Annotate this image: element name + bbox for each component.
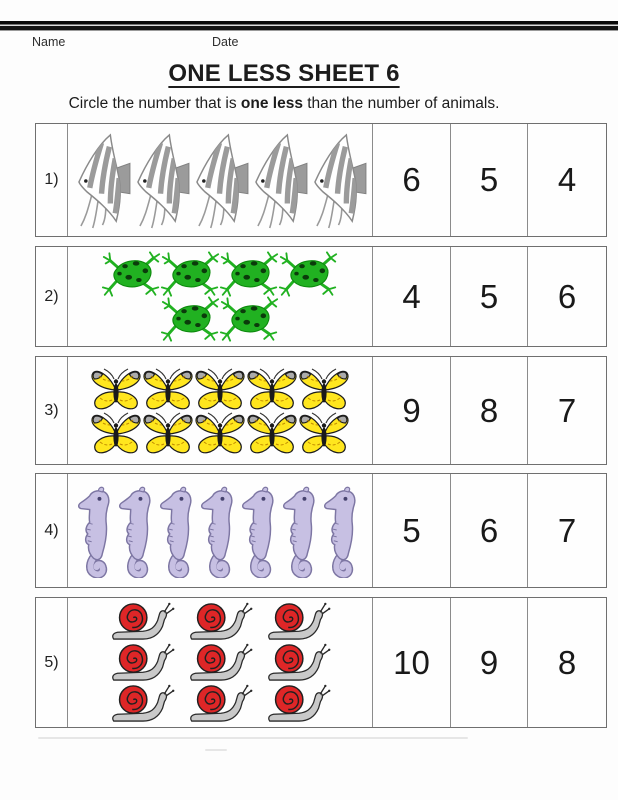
frog-icon (161, 296, 220, 343)
animal-cell (67, 598, 372, 727)
instruction-prefix: Circle the number that is (68, 95, 241, 112)
snail-icon (187, 642, 253, 683)
answer-choice[interactable]: 8 (450, 357, 527, 464)
answer-choice[interactable]: 5 (372, 474, 450, 587)
snail-icon (109, 642, 175, 683)
animal-cell (67, 247, 372, 346)
row-number-label: 5) (44, 653, 59, 671)
scan-smudge (205, 749, 227, 751)
answer-choice[interactable]: 6 (372, 124, 450, 236)
seahorse-icon (77, 484, 118, 578)
answer-choice[interactable]: 5 (450, 124, 527, 236)
answer-choice[interactable]: 7 (527, 474, 606, 587)
snail-icon (265, 601, 331, 642)
top-rule (0, 21, 618, 31)
date-label: Date (212, 35, 239, 49)
scan-smudge (38, 737, 468, 739)
butterfly-icon (298, 411, 350, 455)
row-number-label: 3) (44, 401, 59, 419)
butterfly-icon (246, 411, 298, 455)
answer-choice[interactable]: 9 (372, 357, 450, 464)
seahorse-icon (323, 484, 364, 578)
snail-icon (109, 601, 175, 642)
butterfly-icon (142, 367, 194, 411)
answer-choice[interactable]: 9 (450, 598, 527, 727)
row-number-label: 2) (44, 287, 59, 305)
butterfly-icon (90, 411, 142, 455)
snail-icon (187, 683, 253, 724)
exercise-row-1 (35, 123, 607, 237)
frog-icon (161, 251, 220, 298)
seahorse-icon (282, 484, 323, 578)
exercise-row-3 (35, 356, 607, 465)
seahorse-icon (118, 484, 159, 578)
animal-cell (67, 357, 372, 464)
snail-icon (265, 683, 331, 724)
butterfly-icon (194, 367, 246, 411)
name-label: Name (32, 35, 66, 49)
animal-cell (67, 124, 372, 236)
instruction-suffix: than the number of animals. (302, 95, 500, 112)
answer-choice[interactable]: 8 (527, 598, 606, 727)
frog-icon (220, 296, 279, 343)
instruction-text (0, 95, 568, 113)
exercise-row-2 (35, 246, 607, 347)
answer-choice[interactable]: 7 (527, 357, 606, 464)
animal-cell (67, 474, 372, 587)
seahorse-icon (241, 484, 282, 578)
snail-icon (187, 601, 253, 642)
answer-choice[interactable]: 4 (372, 247, 450, 346)
snail-icon (109, 683, 175, 724)
answer-choice[interactable]: 6 (450, 474, 527, 587)
butterfly-icon (90, 367, 142, 411)
butterfly-icon (246, 367, 298, 411)
answer-choice[interactable]: 4 (527, 124, 606, 236)
exercise-row-4 (35, 473, 607, 588)
butterfly-icon (298, 367, 350, 411)
frog-icon (102, 251, 161, 298)
page-title: ONE LESS SHEET 6 (168, 60, 400, 87)
butterfly-icon (142, 411, 194, 455)
butterfly-icon (194, 411, 246, 455)
exercise-row-5 (35, 597, 607, 728)
answer-choice[interactable]: 5 (450, 247, 527, 346)
answer-choice[interactable]: 6 (527, 247, 606, 346)
angelfish-icon (132, 131, 191, 229)
snail-icon (265, 642, 331, 683)
seahorse-icon (200, 484, 241, 578)
angelfish-icon (191, 131, 250, 229)
angelfish-icon (73, 131, 132, 229)
row-number-label: 1) (44, 171, 59, 188)
angelfish-icon (309, 131, 368, 229)
frog-icon (279, 251, 338, 298)
instruction-bold: one less (240, 95, 303, 112)
row-number-label: 4) (44, 521, 59, 539)
frog-icon (220, 251, 279, 298)
seahorse-icon (159, 484, 200, 578)
angelfish-icon (250, 131, 309, 229)
answer-choice[interactable]: 10 (372, 598, 450, 727)
